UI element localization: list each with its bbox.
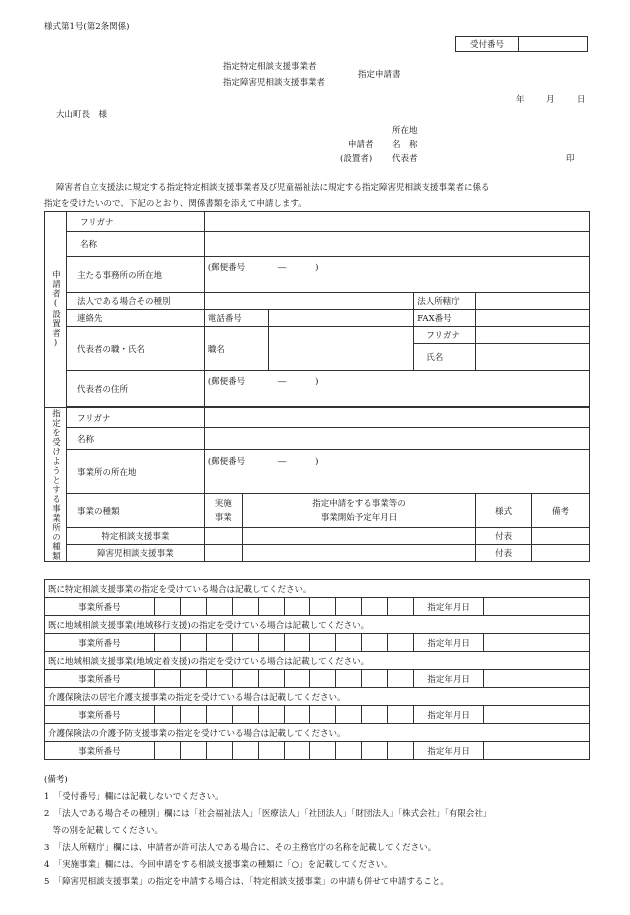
- office-number-digit[interactable]: [206, 706, 232, 724]
- office-furigana-field[interactable]: [204, 408, 589, 428]
- note-item: 4 「実施事業」欄には、今回申請をする相談支援事業の種類に「○」を記載してください。: [44, 860, 393, 870]
- designation-date-label: 指定年月日: [414, 706, 484, 724]
- main-office-field[interactable]: [204, 257, 589, 293]
- office-number-digit[interactable]: [310, 598, 336, 616]
- date-day: 日: [577, 95, 586, 105]
- office-number-digit[interactable]: [388, 706, 414, 724]
- office-number-digit[interactable]: [284, 706, 310, 724]
- title-line2: 指定障害児相談支援事業者: [223, 78, 326, 88]
- office-number-digit[interactable]: [388, 634, 414, 652]
- existing-section-heading: 既に特定相談支援事業の指定を受けている場合は記載してください。: [45, 580, 590, 598]
- rep-postal-label: (郵便番号: [207, 377, 246, 387]
- business-row-form: 付表: [476, 545, 532, 562]
- designation-date-field[interactable]: [484, 742, 590, 760]
- date-year: 年: [516, 95, 525, 105]
- office-number-digit[interactable]: [206, 670, 232, 688]
- business-row-remarks[interactable]: [532, 528, 590, 545]
- existing-designations-table: [44, 579, 590, 760]
- job-field[interactable]: [268, 327, 414, 371]
- office-number-digit[interactable]: [362, 634, 388, 652]
- title-line1: 指定特定相談支援事業者: [223, 62, 317, 72]
- corp-authority-field[interactable]: [476, 293, 590, 310]
- business-row-name: 障害児相談支援事業: [66, 545, 204, 562]
- office-number-digit[interactable]: [258, 706, 284, 724]
- business-type-label: 事業の種類: [66, 494, 204, 528]
- designation-date-field[interactable]: [484, 706, 590, 724]
- office-number-digit[interactable]: [232, 670, 258, 688]
- rep-name-label: 氏名: [414, 344, 476, 371]
- note-item: 3 「法人所轄庁」欄には、申請者が許可法人である場合に、その主務官庁の名称を記載してください。: [44, 843, 437, 853]
- planned-date-field[interactable]: [242, 545, 475, 562]
- office-number-digit[interactable]: [232, 706, 258, 724]
- office-number-digit[interactable]: [336, 598, 362, 616]
- office-number-digit[interactable]: [232, 742, 258, 760]
- applicant-establisher: (設置者): [340, 154, 373, 164]
- office-number-digit[interactable]: [206, 634, 232, 652]
- office-number-label: 事業所番号: [45, 670, 155, 688]
- section-applicant-label: 申請者(設置者): [45, 212, 67, 408]
- fax-label: FAX番号: [414, 310, 476, 327]
- office-number-digit[interactable]: [336, 634, 362, 652]
- receipt-number-field[interactable]: [519, 37, 588, 52]
- office-number-digit[interactable]: [362, 706, 388, 724]
- office-number-label: 事業所番号: [45, 706, 155, 724]
- note-item: 1 「受付番号」欄には記載しないでください。: [44, 792, 224, 802]
- office-number-digit[interactable]: [232, 634, 258, 652]
- office-number-digit[interactable]: [284, 670, 310, 688]
- remarks-label: 備考: [532, 494, 590, 528]
- postal-dash: ―: [277, 263, 287, 273]
- designation-date-field[interactable]: [484, 598, 590, 616]
- job-label: 職名: [204, 327, 268, 371]
- furigana-label: フリガナ: [79, 217, 114, 228]
- office-postal-close: ): [315, 457, 319, 467]
- designation-date-label: 指定年月日: [414, 598, 484, 616]
- office-number-digit[interactable]: [310, 706, 336, 724]
- office-number-digit[interactable]: [284, 598, 310, 616]
- office-number-label: 事業所番号: [45, 598, 155, 616]
- note-item: 2 「法人である場合その種別」欄には「社会福祉法人」「医療法人」「社団法人」「財団法人」「株式会社」「有限会社」: [44, 809, 492, 819]
- designation-date-field[interactable]: [484, 670, 590, 688]
- office-number-digit[interactable]: [154, 634, 180, 652]
- note-item: 5 「障害児相談支援事業」の指定を申請する場合は、「特定相談支援事業」の申請も併せて申請すること。: [44, 877, 449, 887]
- office-number-digit[interactable]: [310, 670, 336, 688]
- designation-date-label: 指定年月日: [414, 742, 484, 760]
- office-number-digit[interactable]: [154, 670, 180, 688]
- office-postal-label: (郵便番号: [207, 457, 246, 467]
- tel-label: 電話番号: [204, 310, 268, 327]
- office-location-label: 事業所の所在地: [66, 450, 204, 494]
- business-row-name: 特定相談支援事業: [66, 528, 204, 545]
- office-number-digit[interactable]: [284, 742, 310, 760]
- rep-address-label: 代表者の住所: [66, 371, 204, 407]
- office-number-digit[interactable]: [154, 742, 180, 760]
- office-number-digit[interactable]: [154, 598, 180, 616]
- rep-address-field[interactable]: [204, 371, 589, 407]
- designation-date-label: 指定年月日: [414, 670, 484, 688]
- seal-mark: 印: [566, 154, 575, 164]
- applicant-label: 申請者: [348, 140, 374, 150]
- existing-section-heading: 介護保険法の介護予防支援事業の指定を受けている場合は記載してください。: [45, 724, 590, 742]
- office-number-digit[interactable]: [388, 598, 414, 616]
- office-number-digit[interactable]: [206, 598, 232, 616]
- office-number-digit[interactable]: [258, 598, 284, 616]
- implement-field[interactable]: [204, 545, 242, 562]
- title-suffix: 指定申請書: [358, 70, 401, 80]
- tel-field[interactable]: [268, 310, 414, 327]
- designation-date-label: 指定年月日: [414, 634, 484, 652]
- office-name-label: 名称: [66, 428, 204, 450]
- main-office-label: 主たる事務所の所在地: [66, 257, 204, 293]
- office-number-digit[interactable]: [258, 634, 284, 652]
- form-label: 様式: [476, 494, 532, 528]
- furigana-field[interactable]: [204, 212, 589, 232]
- corp-type-label: 法人である場合その種別: [66, 293, 204, 310]
- office-number-digit[interactable]: [258, 742, 284, 760]
- office-number-digit[interactable]: [180, 742, 206, 760]
- business-row-remarks[interactable]: [532, 545, 590, 562]
- fax-field[interactable]: [476, 310, 590, 327]
- planned-date-label: 指定申請をする事業等の 事業開始予定年月日: [242, 494, 475, 528]
- rep-furigana-field[interactable]: [476, 327, 590, 344]
- name-label: 名称: [79, 240, 97, 250]
- postal-close: ): [315, 263, 319, 273]
- office-number-digit[interactable]: [258, 670, 284, 688]
- office-number-digit[interactable]: [310, 634, 336, 652]
- postal-label: (郵便番号: [207, 263, 246, 273]
- office-number-digit[interactable]: [362, 670, 388, 688]
- planned-date-field[interactable]: [242, 528, 475, 545]
- rep-postal-dash: ―: [277, 377, 287, 387]
- notes-title: (備考): [44, 775, 68, 785]
- rep-postal-close: ): [315, 377, 319, 387]
- designation-date-field[interactable]: [484, 634, 590, 652]
- office-location-field[interactable]: [204, 450, 589, 494]
- applicant-location: 所在地: [392, 126, 418, 136]
- office-furigana-label: フリガナ: [66, 408, 204, 428]
- office-number-label: 事業所番号: [45, 742, 155, 760]
- office-number-digit[interactable]: [388, 742, 414, 760]
- business-row-form: 付表: [476, 528, 532, 545]
- office-number-digit[interactable]: [362, 598, 388, 616]
- applicant-representative: 代表者: [392, 154, 418, 164]
- main-form-table: [44, 211, 590, 562]
- office-number-digit[interactable]: [336, 706, 362, 724]
- office-postal-dash: ―: [277, 457, 287, 467]
- rep-label: 代表者の職・氏名: [66, 327, 204, 371]
- existing-section-heading: 既に地域相談支援事業(地域移行支援)の指定を受けている場合は記載してください。: [45, 616, 590, 634]
- applicant-name-label: 名 称: [392, 140, 418, 150]
- office-number-digit[interactable]: [180, 634, 206, 652]
- office-number-digit[interactable]: [154, 706, 180, 724]
- note-item: 等の別を記載してください。: [44, 826, 164, 836]
- rep-furigana-label: フリガナ: [414, 327, 476, 344]
- office-number-digit[interactable]: [232, 598, 258, 616]
- form-number: 様式第1号(第2条関係): [44, 22, 130, 32]
- office-number-digit[interactable]: [180, 670, 206, 688]
- office-number-digit[interactable]: [310, 742, 336, 760]
- receipt-label: 受付番号: [456, 37, 519, 52]
- existing-section-heading: 介護保険法の居宅介護支援事業の指定を受けている場合は記載してください。: [45, 688, 590, 706]
- rep-name-field[interactable]: [476, 344, 590, 371]
- office-number-digit[interactable]: [206, 742, 232, 760]
- office-number-digit[interactable]: [336, 742, 362, 760]
- office-number-digit[interactable]: [388, 670, 414, 688]
- date-month: 月: [546, 95, 555, 105]
- name-field[interactable]: [204, 232, 589, 257]
- contact-label: 連絡先: [66, 310, 204, 327]
- implement-field[interactable]: [204, 528, 242, 545]
- office-number-digit[interactable]: [362, 742, 388, 760]
- notes-section: [44, 772, 491, 891]
- section-business-label: 指定を受けようとする事業所の種類: [45, 408, 67, 562]
- existing-section-heading: 既に地域相談支援事業(地域定着支援)の指定を受けている場合は記載してください。: [45, 652, 590, 670]
- corp-type-field[interactable]: [204, 293, 413, 310]
- office-number-label: 事業所番号: [45, 634, 155, 652]
- office-number-digit[interactable]: [180, 598, 206, 616]
- office-number-digit[interactable]: [180, 706, 206, 724]
- intro-text-1: 障害者自立支援法に規定する指定特定相談支援事業者及び児童福祉法に規定する指定障害児相談支援事業者に係る: [56, 183, 490, 193]
- implement-label: 実施 事業: [204, 494, 242, 528]
- corp-authority-label: 法人所轄庁: [414, 293, 476, 310]
- office-name-field[interactable]: [204, 428, 589, 450]
- addressee: 大山町長 様: [56, 110, 108, 120]
- receipt-box: [455, 36, 588, 52]
- office-number-digit[interactable]: [336, 670, 362, 688]
- office-number-digit[interactable]: [284, 634, 310, 652]
- intro-text-2: 指定を受けたいので、下記のとおり、関係書類を添えて申請します。: [44, 199, 307, 209]
